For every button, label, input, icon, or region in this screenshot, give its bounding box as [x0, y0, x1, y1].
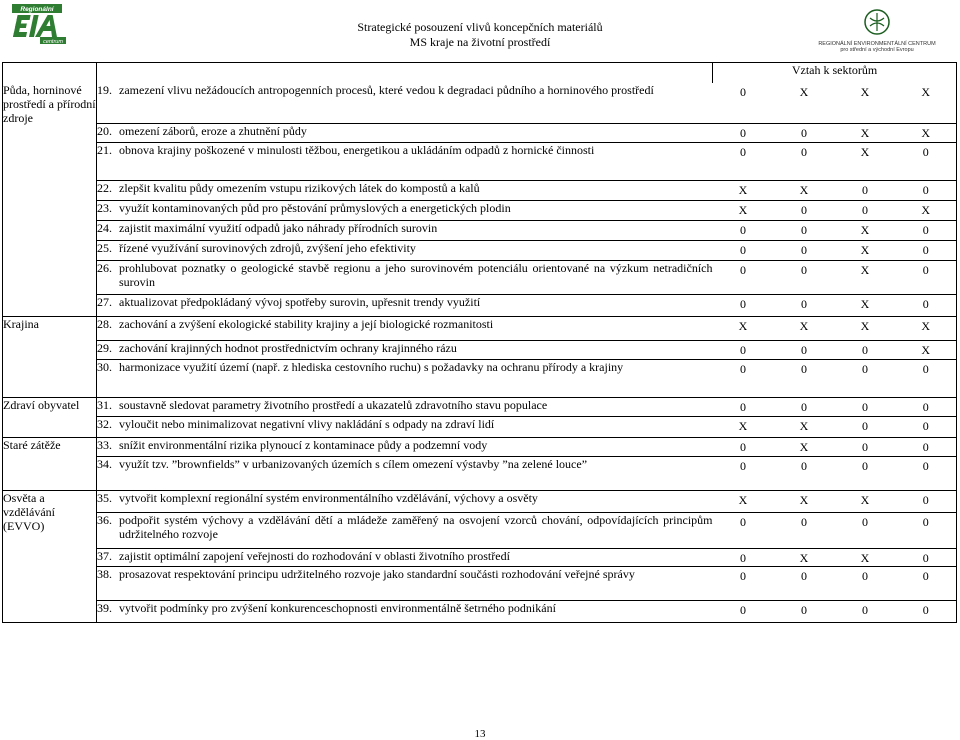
measure-number: 27.: [97, 294, 112, 309]
table-row: [3, 316, 957, 340]
measure-number: 22.: [97, 180, 112, 195]
measure-text: prohlubovat poznatky o geologické stavbě regionu a jeho surovinovém potenciálu orientované na výzkum netradičních surovin: [119, 260, 713, 289]
sector-value-cell: 0: [835, 340, 896, 359]
sector-value-cell: X: [835, 548, 896, 566]
measure-number: 24.: [97, 220, 112, 235]
sector-relation-table: [2, 62, 957, 623]
sector-value-cell: 0: [896, 397, 957, 416]
table-row: [3, 397, 957, 416]
sector-value-cell: 0: [713, 220, 774, 240]
measure-description: [97, 240, 713, 260]
sector-value-cell: 0: [713, 83, 774, 123]
measure-description: [97, 416, 713, 437]
measure-description: [97, 123, 713, 142]
measure-description: [97, 456, 713, 490]
sector-value-cell: 0: [835, 456, 896, 490]
measure-text: zachování a zvýšení ekologické stability krajiny a její biologické rozmanitosti: [119, 316, 494, 331]
sector-value-cell: X: [896, 83, 957, 123]
measure-number: 38.: [97, 566, 112, 581]
table-row: [3, 240, 957, 260]
table-row: [3, 512, 957, 548]
sector-value-cell: X: [713, 416, 774, 437]
sector-value-cell: 0: [713, 512, 774, 548]
table-row: [3, 566, 957, 600]
measure-number: 29.: [97, 340, 112, 355]
measure-text: prosazovat respektování principu udržitelného rozvoje jako standardní součásti rozhodování veřejné správy: [119, 566, 635, 581]
measure-text: využít tzv. ”brownfields” v urbanizovaných územích s cílem omezení výstavby ”na zelené louce”: [119, 456, 588, 471]
sector-value-cell: X: [835, 316, 896, 340]
measure-text: zajistit optimální zapojení veřejnosti do rozhodování v oblasti životního prostředí: [119, 548, 510, 563]
sector-value-cell: 0: [774, 512, 835, 548]
section-label: Zdraví obyvatel: [3, 397, 97, 437]
sector-value-cell: X: [896, 316, 957, 340]
table-row: [3, 83, 957, 123]
sector-value-cell: 0: [896, 359, 957, 397]
table-row: [3, 200, 957, 220]
measure-text: omezení záborů, eroze a zhutnění půdy: [119, 123, 307, 138]
table-row: [3, 416, 957, 437]
rec-logo: [802, 8, 952, 56]
sector-value-cell: 0: [896, 566, 957, 600]
table-row: [3, 359, 957, 397]
sector-value-cell: 0: [713, 456, 774, 490]
sector-value-cell: 0: [835, 180, 896, 200]
measure-number: 36.: [97, 512, 112, 527]
vztah-header: Vztah k sektorům: [713, 63, 957, 84]
table-row: [3, 340, 957, 359]
sector-value-cell: 0: [835, 437, 896, 456]
table-row: [3, 548, 957, 566]
sector-value-cell: 0: [774, 566, 835, 600]
sector-value-cell: 0: [835, 359, 896, 397]
sector-value-cell: X: [896, 340, 957, 359]
measure-description: [97, 490, 713, 512]
measure-description: [97, 142, 713, 180]
sector-value-cell: X: [835, 490, 896, 512]
sector-value-cell: X: [896, 200, 957, 220]
section-label: Staré zátěže: [3, 437, 97, 490]
header-title-line2: MS kraje na životní prostředí: [409, 35, 551, 49]
sector-value-cell: X: [835, 294, 896, 316]
sector-value-cell: 0: [896, 512, 957, 548]
sector-value-cell: 0: [713, 123, 774, 142]
sector-value-cell: 0: [896, 240, 957, 260]
sector-value-cell: X: [835, 240, 896, 260]
table-row: [3, 260, 957, 294]
measure-text: využít kontaminovaných půd pro pěstování průmyslových a energetických plodin: [119, 200, 511, 215]
sector-value-cell: 0: [774, 200, 835, 220]
measure-text: vytvořit podmínky pro zvýšení konkurenceschopnosti environmentálně šetrného podnikání: [119, 600, 556, 615]
rec-logo-line1: REGIONÁLNÍ ENVIRONMENTÁLNÍ CENTRUM: [818, 41, 936, 47]
page-header: [0, 0, 960, 60]
sector-value-cell: 0: [774, 123, 835, 142]
sector-value-cell: X: [774, 437, 835, 456]
logo-bottom-text: centrum: [43, 39, 63, 45]
sector-value-cell: 0: [896, 142, 957, 180]
measure-text: vyloučit nebo minimalizovat negativní vlivy nakládání s odpady na zdraví lidí: [119, 416, 495, 431]
measure-number: 37.: [97, 548, 112, 563]
measure-text: zamezení vlivu nežádoucích antropogenních procesů, které vedou k degradaci půdního a horninového prostředí: [119, 83, 654, 97]
corner-cell: [3, 63, 97, 84]
measure-text: zajistit maximální využití odpadů jako náhrady přírodních surovin: [119, 220, 438, 235]
page-number: 13: [474, 728, 486, 740]
section-label: Osvěta a vzdělávání (EVVO): [3, 490, 97, 622]
rec-logo-line2: pro střední a východní Evropu: [840, 47, 914, 53]
measure-number: 26.: [97, 260, 112, 275]
sector-value-cell: X: [713, 180, 774, 200]
sector-value-cell: X: [835, 142, 896, 180]
sector-value-cell: 0: [835, 416, 896, 437]
table-row: [3, 123, 957, 142]
sector-value-cell: X: [835, 220, 896, 240]
measure-description: [97, 359, 713, 397]
sector-value-cell: 0: [835, 200, 896, 220]
measure-number: 35.: [97, 490, 112, 505]
sector-value-cell: 0: [713, 294, 774, 316]
sector-value-cell: 0: [774, 397, 835, 416]
table-row: [3, 294, 957, 316]
measure-text: harmonizace využití území (např. z hlediska cestovního ruchu) s požadavky na ochranu přírody a krajiny: [119, 359, 624, 374]
sector-value-cell: 0: [713, 260, 774, 294]
sector-value-cell: 0: [896, 490, 957, 512]
table-row: [3, 456, 957, 490]
measure-description: [97, 83, 713, 123]
sector-value-cell: 0: [835, 512, 896, 548]
sector-value-cell: 0: [713, 437, 774, 456]
sector-value-cell: 0: [713, 359, 774, 397]
sector-value-cell: 0: [774, 220, 835, 240]
sector-value-cell: 0: [713, 397, 774, 416]
measure-description: [97, 200, 713, 220]
measure-description: [97, 180, 713, 200]
table-row: [3, 490, 957, 512]
sector-value-cell: 0: [713, 340, 774, 359]
sector-value-cell: 0: [713, 240, 774, 260]
measure-description: [97, 566, 713, 600]
measure-number: 21.: [97, 142, 112, 157]
measure-number: 32.: [97, 416, 112, 431]
sector-value-cell: X: [713, 200, 774, 220]
section-label: Půda, horninové prostředí a přírodní zdroje: [3, 83, 97, 316]
measure-number: 19.: [97, 83, 112, 97]
sector-value-cell: 0: [896, 180, 957, 200]
sector-value-cell: 0: [896, 548, 957, 566]
measure-number: 39.: [97, 600, 112, 615]
sector-value-cell: 0: [713, 142, 774, 180]
measure-number: 34.: [97, 456, 112, 471]
logo-top-text: Regionální: [20, 6, 54, 13]
sector-value-cell: 0: [713, 566, 774, 600]
sector-value-cell: 0: [713, 600, 774, 622]
measure-text: zlepšit kvalitu půdy omezením vstupu rizikových látek do kompostů a kalů: [119, 180, 480, 195]
sector-value-cell: X: [713, 490, 774, 512]
measure-number: 20.: [97, 123, 112, 138]
measure-text: zachování krajinných hodnot prostřednictvím ochrany krajinného rázu: [119, 340, 457, 355]
section-label: Krajina: [3, 316, 97, 397]
sector-value-cell: 0: [774, 294, 835, 316]
sector-value-cell: X: [774, 180, 835, 200]
measure-number: 31.: [97, 397, 112, 412]
sector-value-cell: 0: [774, 142, 835, 180]
sector-value-cell: 0: [774, 260, 835, 294]
measure-description: [97, 260, 713, 294]
sector-value-cell: X: [713, 316, 774, 340]
sector-value-cell: 0: [896, 294, 957, 316]
sector-value-cell: 0: [896, 260, 957, 294]
measure-description: [97, 294, 713, 316]
sector-value-cell: 0: [774, 600, 835, 622]
sector-value-cell: X: [774, 416, 835, 437]
sector-value-cell: 0: [835, 600, 896, 622]
sector-value-cell: 0: [835, 397, 896, 416]
sector-value-cell: X: [774, 83, 835, 123]
measure-number: 30.: [97, 359, 112, 374]
measure-text: řízené využívání surovinových zdrojů, zvýšení jeho efektivity: [119, 240, 416, 255]
sector-value-cell: 0: [774, 456, 835, 490]
sector-value-cell: 0: [896, 437, 957, 456]
sector-value-cell: X: [774, 548, 835, 566]
measure-description: [97, 437, 713, 456]
sector-value-cell: 0: [774, 340, 835, 359]
table-row: [3, 600, 957, 622]
header-title-line1: Strategické posouzení vlivů koncepčních materiálů: [357, 20, 603, 34]
sector-value-cell: 0: [896, 456, 957, 490]
sector-value-cell: X: [835, 260, 896, 294]
measure-description: [97, 316, 713, 340]
table-header-row: [3, 63, 957, 84]
rec-emblem-icon: [862, 8, 892, 36]
sector-value-cell: 0: [713, 548, 774, 566]
sector-value-cell: 0: [774, 240, 835, 260]
sector-value-cell: 0: [896, 600, 957, 622]
measure-number: 23.: [97, 200, 112, 215]
sector-value-cell: 0: [896, 220, 957, 240]
measure-text: obnova krajiny poškozené v minulosti těžbou, energetikou a ukládáním odpadů z hornické činnosti: [119, 142, 595, 157]
table-row: [3, 220, 957, 240]
sector-value-cell: X: [774, 490, 835, 512]
measure-description: [97, 512, 713, 548]
sector-value-cell: X: [835, 123, 896, 142]
table-row: [3, 142, 957, 180]
measure-description: [97, 220, 713, 240]
measure-number: 25.: [97, 240, 112, 255]
sector-value-cell: X: [835, 83, 896, 123]
sector-value-cell: 0: [896, 416, 957, 437]
measure-description: [97, 397, 713, 416]
sector-value-cell: 0: [835, 566, 896, 600]
table-row: [3, 180, 957, 200]
measure-number: 33.: [97, 437, 112, 452]
header-blank-cell: [97, 63, 713, 84]
measure-text: aktualizovat předpokládaný vývoj spotřeby surovin, upřesnit trendy využití: [119, 294, 481, 309]
measure-number: 28.: [97, 316, 112, 331]
measure-description: [97, 340, 713, 359]
measure-text: snížit environmentální rizika plynoucí z kontaminace půdy a podzemní vody: [119, 437, 488, 452]
measure-description: [97, 548, 713, 566]
measure-text: vytvořit komplexní regionální systém environmentálního vzdělávání, výchovy a osvěty: [119, 490, 538, 505]
sector-value-cell: 0: [774, 359, 835, 397]
measure-description: [97, 600, 713, 622]
sector-value-cell: X: [774, 316, 835, 340]
measure-text: podpořit systém výchovy a vzdělávání dětí a mládeže zaměřený na osvojení vzorců chování, odpovídajících principům udržitelného rozvoje: [119, 512, 713, 541]
measure-text: soustavně sledovat parametry životního prostředí a ukazatelů zdravotního stavu populace: [119, 397, 548, 412]
table-row: [3, 437, 957, 456]
sector-value-cell: X: [896, 123, 957, 142]
